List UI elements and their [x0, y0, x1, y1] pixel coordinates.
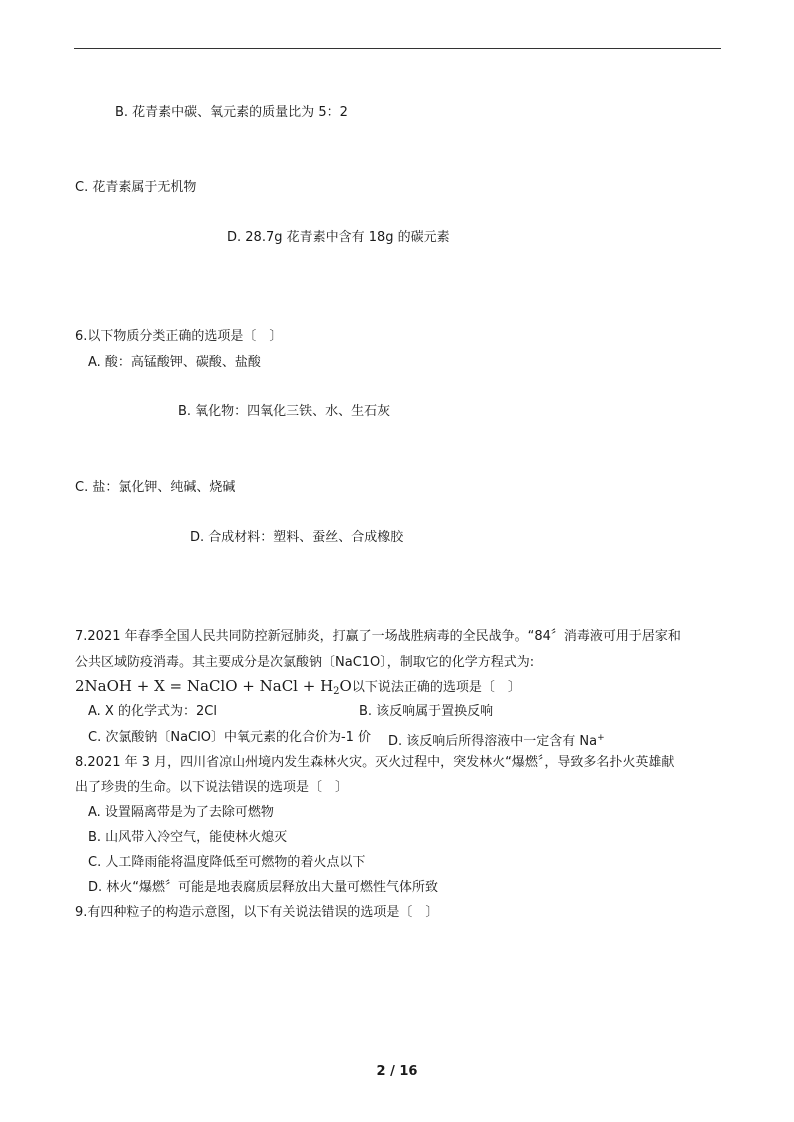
q7-option-b: B. 该反响属于置换反响 — [359, 704, 494, 719]
q8-option-b: B. 山风带入冷空气，能使林火熄灭 — [88, 830, 288, 845]
equation-subscript: 2 — [333, 686, 340, 697]
q7-option-d-superscript: + — [597, 733, 605, 743]
q6-option-d: D. 合成材料：塑料、蚕丝、合成橡胶 — [190, 530, 404, 545]
q7-question: 以下说法正确的选项是〔 〕 — [351, 680, 521, 695]
q6-option-a: A. 酸：高锰酸钾、碳酸、盐酸 — [88, 355, 261, 370]
q8-option-c: C. 人工降雨能将温度降低至可燃物的着火点以下 — [88, 855, 366, 870]
q7-stem-line3 — [75, 675, 521, 703]
q5-option-c: C. 花青素属于无机物 — [75, 180, 197, 195]
q5-option-b: B. 花青素中碳、氧元素的质量比为 5：2 — [115, 105, 348, 120]
q6-option-c: C. 盐：氯化钾、纯碱、烧碱 — [75, 480, 236, 495]
q7-stem-line1: 7.2021 年春季全国人民共同防控新冠肺炎，打赢了一场战胜病毒的全民战争。“84〞消毒液可用于居家和 — [75, 629, 681, 644]
q7-option-d — [388, 727, 605, 753]
page-number: 2 / 16 — [376, 1064, 418, 1079]
q8-option-d: D. 林火“爆燃〞可能是地表腐质层释放出大量可燃性气体所致 — [88, 880, 439, 895]
q9-stem: 9.有四种粒子的构造示意图，以下有关说法错误的选项是〔 〕 — [75, 905, 439, 920]
equation-main: 2NaOH + X = NaClO + NaCl + H — [75, 677, 334, 695]
q5-option-d: D. 28.7g 花青素中含有 18g 的碳元素 — [227, 230, 450, 245]
q7-stem-line2: 公共区域防疫消毒。其主要成分是次氯酸钠〔NaC1O〕，制取它的化学方程式为: — [75, 655, 535, 670]
header-rule — [74, 48, 721, 49]
q7-option-c: C. 次氯酸钠〔NaClO〕中氧元素的化合价为-1 价 — [88, 730, 372, 745]
q7-option-a: A. X 的化学式为：2Cl — [88, 704, 217, 719]
q8-option-a: A. 设置隔离带是为了去除可燃物 — [88, 805, 274, 820]
q7-option-d-text: D. 该反响后所得溶液中一定含有 Na — [388, 734, 598, 749]
q6-option-b: B. 氧化物：四氧化三铁、水、生石灰 — [178, 404, 391, 419]
chemical-equation — [75, 677, 352, 695]
equation-tail: O — [339, 677, 352, 695]
q8-stem-line2: 出了珍贵的生命。以下说法错误的选项是〔 〕 — [75, 780, 349, 795]
q6-stem: 6.以下物质分类正确的选项是〔 〕 — [75, 329, 283, 344]
q8-stem-line1: 8.2021 年 3 月，四川省凉山州境内发生森林火灾。灭火过程中，突发林火“爆燃〞，导致多名扑火英雄献 — [75, 755, 675, 770]
